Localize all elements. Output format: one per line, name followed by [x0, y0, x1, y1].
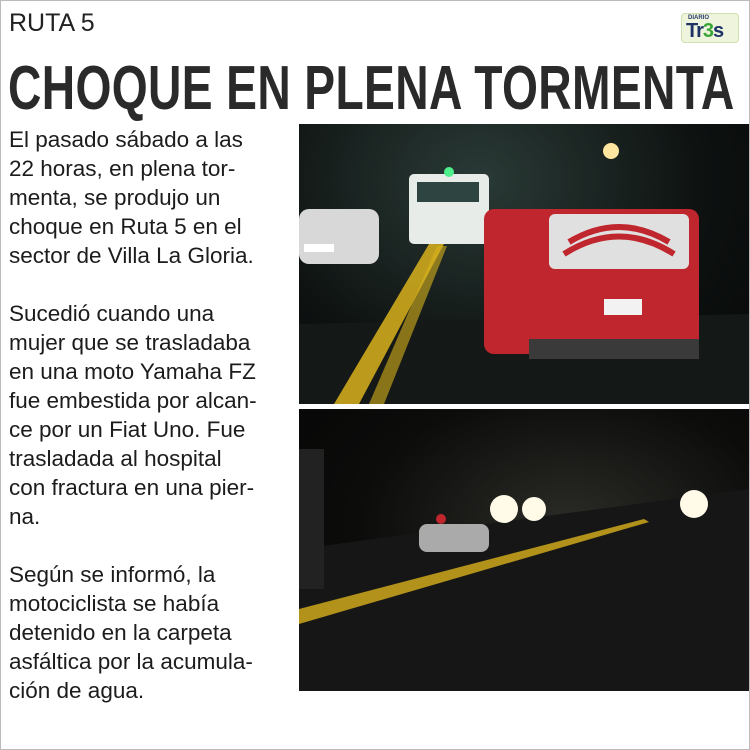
- photo-scene: [299, 409, 749, 691]
- paragraph: Según se informó, la motociclista se había detenido en la carpeta asfáltica por la acumula- ción de agua.: [9, 562, 253, 703]
- article-body: [9, 125, 297, 734]
- accident-photo-road: [299, 409, 749, 691]
- photo-scene: [299, 124, 749, 404]
- headline: CHOQUE EN PLENA TORMENTA: [8, 54, 735, 123]
- paragraph: Sucedió cuando una mujer que se trasladaba en una moto Yamaha FZ fue embestida por alcan- ce por un Fiat Uno. Fue trasladada al hospital con fractura en una pier- na.: [9, 301, 257, 529]
- diario-tres-logo: [681, 13, 739, 43]
- logo-small-text: DIARIO: [688, 15, 709, 21]
- accident-photo-car: [299, 124, 749, 404]
- logo-name: Tr3s: [686, 20, 724, 42]
- section-label: RUTA 5: [9, 9, 95, 37]
- paragraph: El pasado sábado a las 22 horas, en plena tor- menta, se produjo un choque en Ruta 5 en el sector de Villa La Gloria.: [9, 127, 254, 268]
